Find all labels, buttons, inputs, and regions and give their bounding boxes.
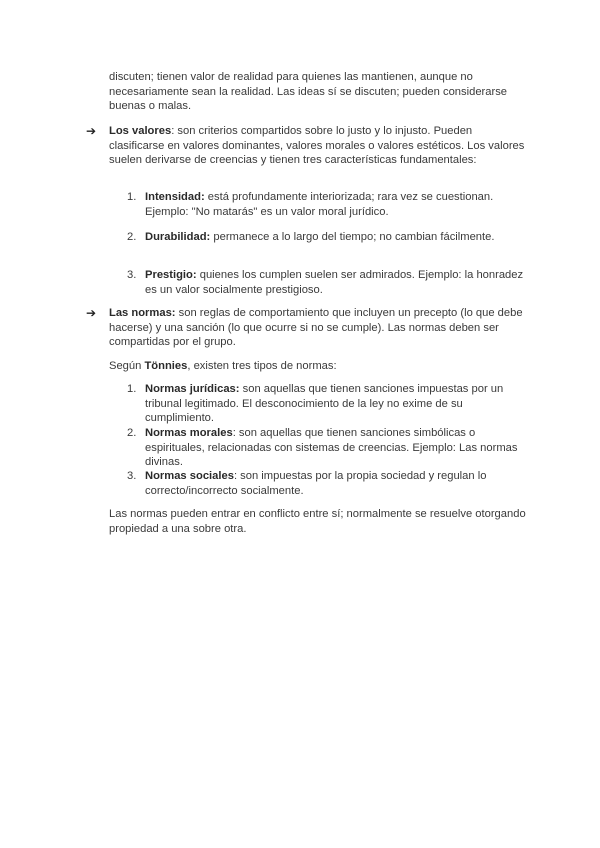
arrow-bullet-icon: ➔	[86, 124, 97, 138]
list-number: 3.	[127, 470, 137, 482]
list-item-text: Prestigio: quienes los cumplen suelen ser admirados. Ejemplo: la honradez es un valor socialmente prestigioso.	[145, 269, 524, 296]
valores-term: Los valores	[109, 125, 172, 137]
list-item-text: Normas morales: son aquellas que tienen sanciones simbólicas o espirituales, relacionadas con sistemas de creencias. Ejemplo: Las normas divinas.	[145, 427, 518, 469]
normas-paragraph: Las normas: son reglas de comportamiento que incluyen un precepto (lo que debe hacerse) y una sanción (lo que ocurre si no se cumple). Las normas deben ser compartidas por el grupo.	[109, 307, 523, 349]
list-item-text: Durabilidad: permanece a lo largo del tiempo; no cambian fácilmente.	[145, 231, 495, 243]
intro-paragraph: discuten; tienen valor de realidad para quienes las mantienen, aunque no necesariamente sean la realidad. Las ideas sí se discuten; pueden considerarse buenas o malas.	[109, 71, 508, 113]
list-number: 1.	[127, 383, 137, 395]
list-item-text: Normas sociales: son impuestas por la propia sociedad y regulan lo correcto/incorrecto socialmente.	[145, 470, 487, 497]
list-number: 2.	[127, 231, 137, 243]
normas-term: Las normas:	[109, 307, 176, 319]
list-item-text: Intensidad: está profundamente interiorizada; rara vez se cuestionan. Ejemplo: "No matarás" es un valor moral jurídico.	[145, 191, 494, 218]
valores-paragraph: Los valores: son criterios compartidos sobre lo justo y lo injusto. Pueden clasificarse en valores dominantes, valores morales o valores estéticos. Los valores suelen derivarse de creencias y tienen tres características fundamentales:	[109, 125, 525, 167]
closing-paragraph: Las normas pueden entrar en conflicto entre sí; normalmente se resuelve otorgando propiedad a una sobre otra.	[109, 508, 526, 535]
tonnies-paragraph: Según Tönnies, existen tres tipos de normas:	[109, 360, 337, 372]
list-item-text: Normas jurídicas: son aquellas que tienen sanciones impuestas por un tribunal legitimado. El desconocimiento de la ley no exime de su cumplimiento.	[145, 383, 504, 425]
list-number: 3.	[127, 269, 137, 281]
list-number: 2.	[127, 427, 137, 439]
arrow-bullet-icon: ➔	[86, 306, 97, 320]
list-number: 1.	[127, 191, 137, 203]
